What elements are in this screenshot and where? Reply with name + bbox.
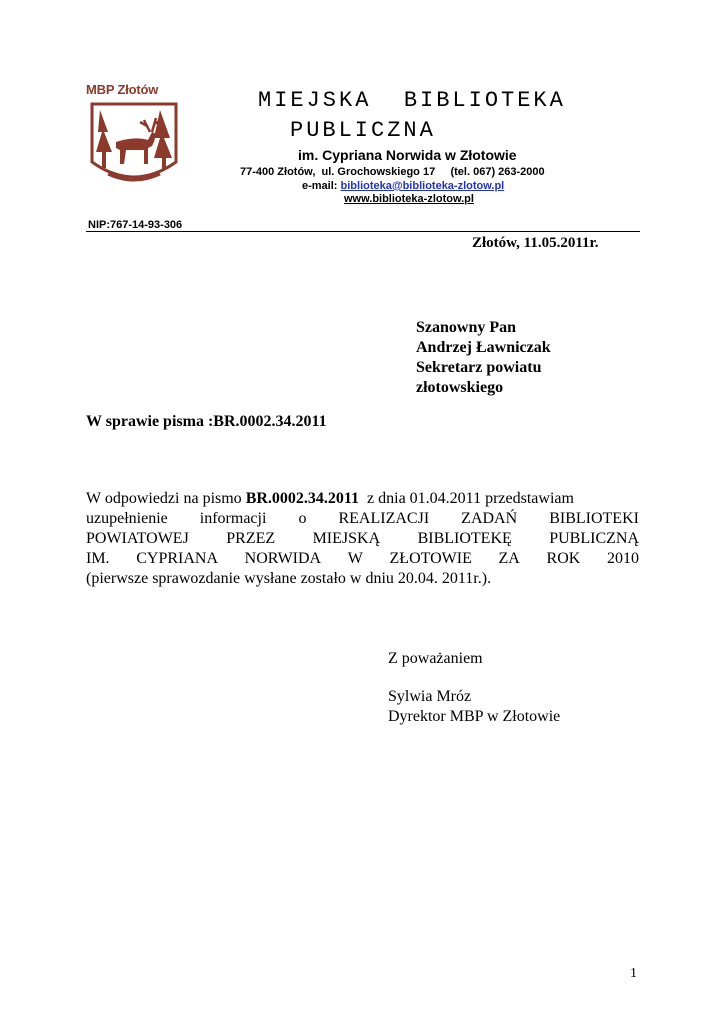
- body-word: 2010: [606, 550, 639, 567]
- body-word: BIBLIOTEKI: [549, 510, 639, 527]
- body-word: IM.: [86, 550, 110, 567]
- library-patron: im. Cypriana Norwida w Złotowie: [298, 147, 517, 163]
- body-word: ZADAŃ: [461, 510, 518, 527]
- body-word: CYPRIANA: [136, 550, 219, 567]
- body-line: (pierwsze sprawozdanie wysłane zostało w dniu 20.04. 2011r.).: [86, 570, 492, 587]
- body-line: [86, 489, 639, 509]
- email-line: [302, 180, 504, 192]
- page-number: 1: [630, 966, 637, 981]
- library-logo: [86, 82, 182, 186]
- letter-subject: W sprawie pisma :BR.0002.34.2011: [86, 413, 327, 430]
- body-word: POWIATOWEJ: [86, 530, 189, 547]
- body-word: PUBLICZNĄ: [549, 530, 639, 547]
- header-divider: [86, 231, 640, 232]
- body-word: MIEJSKĄ: [312, 530, 381, 547]
- body-word: ZA: [498, 550, 520, 567]
- library-name-line1: MIEJSKA BIBLIOTEKA: [258, 88, 566, 113]
- letter-date: Złotów, 11.05.2011r.: [472, 235, 599, 251]
- email-label: e-mail:: [302, 180, 341, 192]
- body-word: informacji: [199, 510, 267, 527]
- recipient-line: złotowskiego: [416, 379, 504, 396]
- body-line: [86, 509, 639, 529]
- recipient-line: Sekretarz powiatu: [416, 359, 542, 376]
- body-word: o: [298, 510, 307, 527]
- signer-name: Sylwia Mróz: [388, 688, 472, 705]
- body-word: ROK: [546, 550, 581, 567]
- body-word: NORWIDA: [244, 550, 322, 567]
- body-word: REALIZACJI: [338, 510, 430, 527]
- body-word: uzupełnienie: [86, 510, 168, 527]
- body-line: [86, 529, 639, 549]
- body-reference: BR.0002.34.2011: [245, 490, 360, 507]
- signer-title: Dyrektor MBP w Złotowie: [388, 708, 561, 725]
- email-link[interactable]: biblioteka@biblioteka-zlotow.pl: [340, 180, 505, 192]
- body-text: W odpowiedzi na pismo: [86, 490, 246, 507]
- body-text: z dnia 01.04.2011 przedstawiam: [359, 490, 574, 507]
- recipient-line: Andrzej Ławniczak: [416, 339, 551, 356]
- library-name-line2: PUBLICZNA: [290, 118, 436, 143]
- address-line: 77-400 Złotów, ul. Grochowskiego 17 (tel. 067) 263-2000: [240, 166, 545, 178]
- recipient-line: Szanowny Pan: [416, 319, 517, 336]
- body-line: [86, 549, 639, 569]
- body-word: PRZEZ: [226, 530, 276, 547]
- website-link[interactable]: www.biblioteka-zlotow.pl: [344, 193, 474, 205]
- closing-phrase: Z poważaniem: [388, 650, 483, 667]
- body-word: BIBLIOTEKĘ: [417, 530, 512, 547]
- logo-text: MBP Złotów: [86, 82, 159, 97]
- body-word: W: [347, 550, 363, 567]
- nip-number: NIP:767-14-93-306: [88, 219, 183, 231]
- body-word: ZŁOTOWIE: [389, 550, 472, 567]
